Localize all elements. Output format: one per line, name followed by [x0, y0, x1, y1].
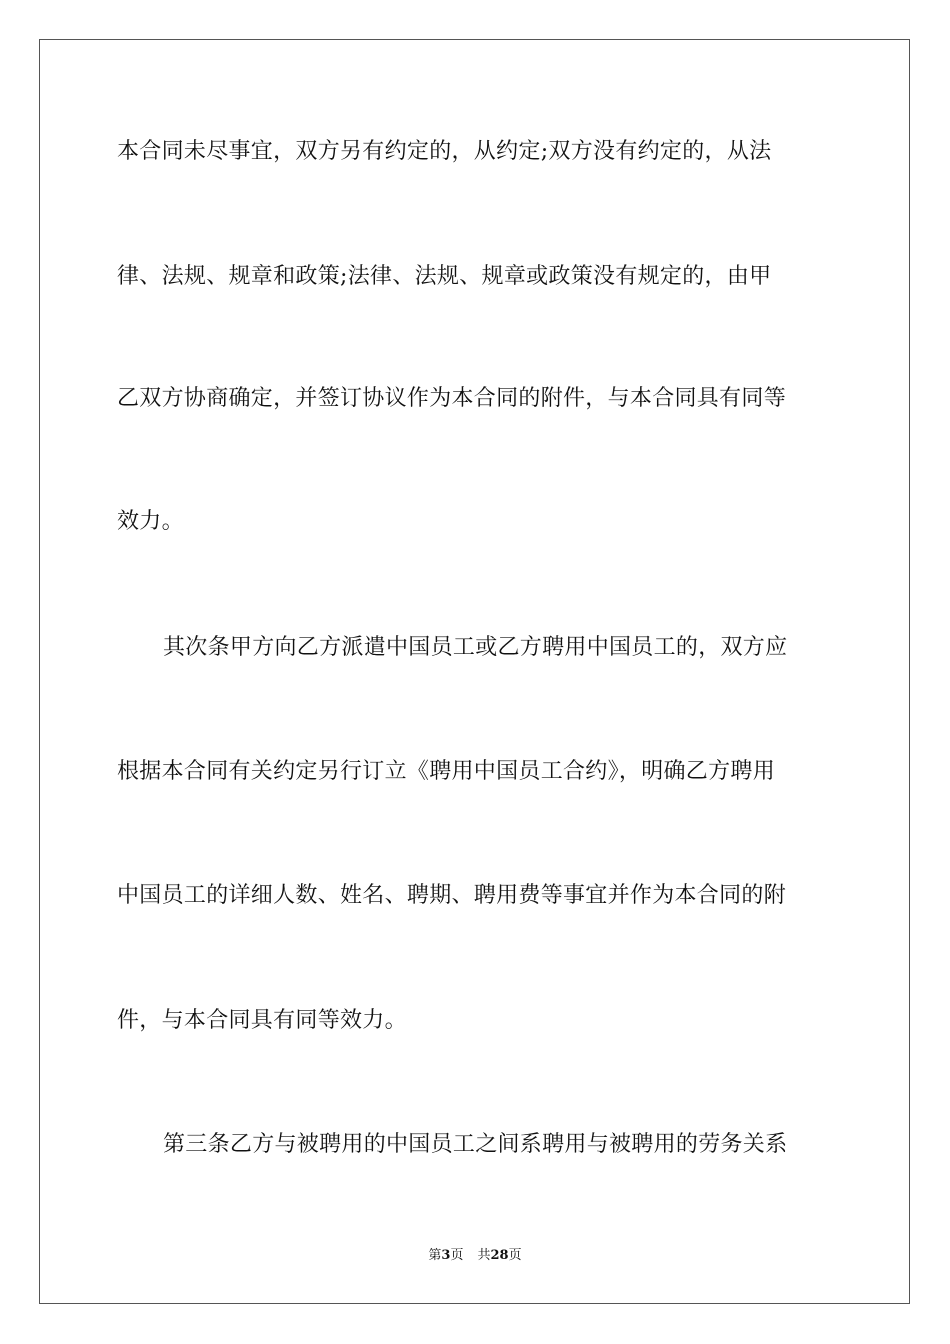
page-suffix: 页	[450, 1248, 464, 1263]
page-number: 3	[441, 1248, 451, 1263]
page-prefix: 第	[428, 1248, 442, 1263]
paragraph-line-9: 第三条乙方与被聘用的中国员工之间系聘用与被聘用的劳务关系	[163, 1132, 788, 1157]
paragraph-line-4: 效力。	[117, 509, 184, 534]
total-pages: 28	[490, 1248, 509, 1263]
page-footer	[0, 1247, 950, 1265]
paragraph-line-6: 根据本合同有关约定另行订立《聘用中国员工合约》，明确乙方聘用	[117, 759, 776, 784]
paragraph-line-1: 本合同未尽事宜，双方另有约定的，从约定;双方没有约定的，从法	[117, 139, 772, 164]
paragraph-line-2: 律、法规、规章和政策;法律、法规、规章或政策没有规定的，由甲	[117, 264, 772, 289]
paragraph-line-3: 乙双方协商确定，并签订协议作为本合同的附件，与本合同具有同等	[117, 386, 787, 411]
total-prefix: 共	[477, 1248, 491, 1263]
paragraph-line-7: 中国员工的详细人数、姓名、聘期、聘用费等事宜并作为本合同的附	[117, 883, 787, 908]
paragraph-line-8: 件，与本合同具有同等效力。	[117, 1008, 407, 1033]
page-frame	[39, 39, 910, 1304]
paragraph-line-5: 其次条甲方向乙方派遣中国员工或乙方聘用中国员工的，双方应	[163, 635, 788, 660]
total-suffix: 页	[508, 1248, 522, 1263]
